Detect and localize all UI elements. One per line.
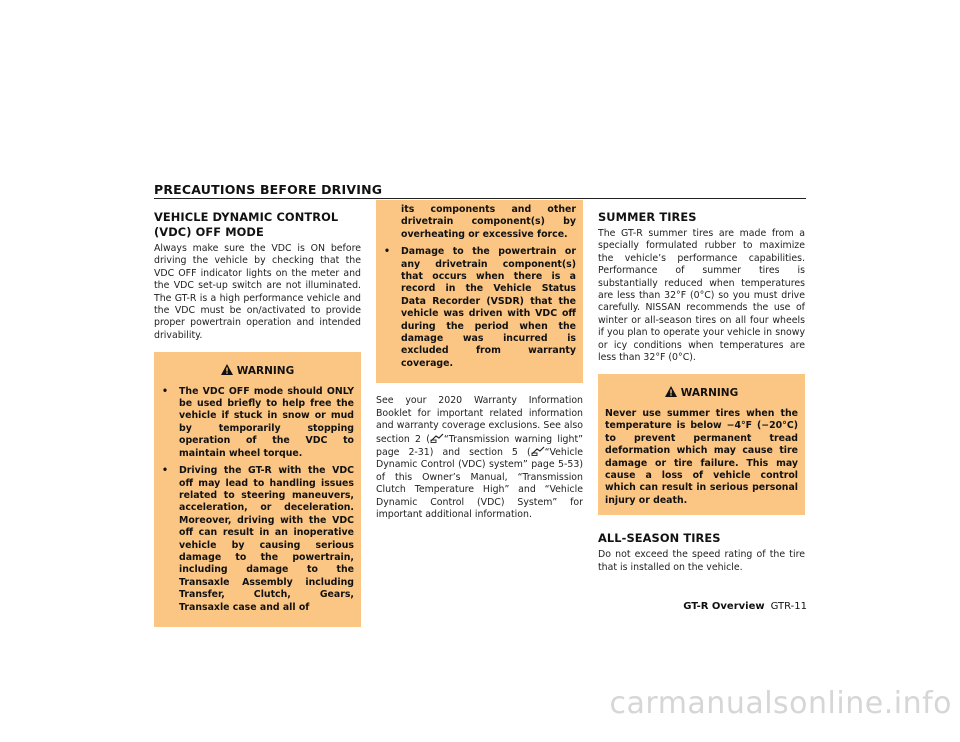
page-number: GTR-11: [770, 601, 807, 612]
warning-item: • Driving the GT-R with the VDC off may lead to handling issues related to steering maneuvers, acceleration, or deceleration. Moreover, driving with the VDC off can result in an inoperative vehicle by causing serious damage to the powertrain, including damage to the Transaxle Assembly including Transfer, Clutch, Gears, Transaxle case and all of: [162, 465, 354, 613]
warning-list: [383, 204, 576, 370]
column-3: [598, 210, 805, 574]
body-part: “Vehicle Dynamic Control (VDC) system” page 5-53) of this Owner’s Manual, “Transmission Clutch Temperature High” and “Vehicle Dynamic Control (VDC) System” for important additional information.: [376, 446, 583, 520]
warning-text: Never use summer tires when the temperature is below −4°F (−20°C) to prevent permanent tread deformation which may cause tire damage or tire failure. This may cause a loss of vehicle control which can result in serious personal injury or death.: [605, 407, 798, 506]
warranty-body-text: [376, 395, 583, 521]
summer-body-text: The GT-R summer tires are made from a specially formulated rubber to maximize the vehicle’s performance capabilities. Performance of summer tires is substantially reduced when temperatures are less than 32°F (0°C) so you must drive carefully. NISSAN recommends the use of winter or all-season tires on all four wheels if you plan to operate your vehicle in snowy or icy conditions when temperatures are less than 32°F (0°C).: [598, 228, 805, 364]
warning-item-text: Damage to the powertrain or any drivetrain component(s) that occurs when there is a record in the Vehicle Status Data Recorder (VSDR) that the vehicle was driven with VDC off during the period when the damage was incurred is excluded from warranty coverage.: [401, 246, 576, 369]
warning-item: • The VDC OFF mode should ONLY be used briefly to help free the vehicle if stuck in snow or mud by temporarily stopping operation of the VDC to maintain wheel torque.: [162, 385, 354, 459]
warning-triangle-icon: [221, 364, 233, 375]
warning-box-summer: [598, 374, 805, 515]
watermark: carmanualsonline.info: [609, 686, 952, 721]
warning-title: [605, 386, 798, 399]
warning-item-continued: [383, 204, 576, 241]
warning-title-text: WARNING: [236, 365, 295, 378]
warning-item-text: Driving the GT-R with the VDC off may lead to handling issues related to steering maneuvers, acceleration, or deceleration. Moreover, driving with the VDC off can result in an inoperative vehicle by causing serious damage to the powertrain, including damage to the Transaxle Assembly including Transfer, Clutch, Gears, Transaxle case and all of: [179, 465, 354, 613]
warning-item-text: its components and other drivetrain component(s) by overheating or excessive force.: [401, 204, 576, 240]
book-reference-icon: [430, 433, 444, 443]
warning-triangle-icon: [665, 386, 677, 397]
footer-section: GT-R Overview: [683, 601, 765, 612]
warning-item-text: The VDC OFF mode should ONLY be used briefly to help free the vehicle if stuck in snow or mud by temporarily stopping operation of the VDC to maintain wheel torque.: [179, 385, 354, 459]
warning-box-vdc: [154, 352, 361, 627]
page-header: PRECAUTIONS BEFORE DRIVING: [154, 182, 383, 197]
warning-item: • Damage to the powertrain or any drivetrain component(s) that occurs when there is a record in the Vehicle Status Data Recorder (VSDR) that the vehicle was driven with VDC off during the period when the damage was incurred is excluded from warranty coverage.: [384, 246, 576, 369]
section-heading-allseason: ALL-SEASON TIRES: [598, 531, 721, 546]
warning-box-continued: [376, 200, 583, 383]
section-heading-vdc: VEHICLE DYNAMIC CONTROL (VDC) OFF MODE: [154, 210, 339, 239]
book-reference-icon: [531, 446, 545, 456]
page-footer: [683, 601, 807, 612]
body-part: “Transmission warning light” page 2-31) and section 5 (: [376, 433, 583, 458]
vdc-body-text: Always make sure the VDC is ON before driving the vehicle by checking that the VDC OFF indicator lights on the meter and the VDC set-up switch are not illuminated. The GT-R is a high performance vehicle and the VDC must be on/activated to provide proper powertrain operation and intended drivability.: [154, 243, 361, 341]
section-heading-summer: SUMMER TIRES: [598, 210, 697, 224]
body-part: See your 2020 Warranty Information Booklet for important related information and warranty coverage exclusions. See also section 2 (: [376, 395, 583, 445]
column-2: [376, 200, 583, 521]
warning-list: [161, 386, 354, 614]
warning-title: [161, 364, 354, 377]
header-rule: [154, 198, 806, 199]
allseason-body-text: Do not exceed the speed rating of the tire that is installed on the vehicle.: [598, 549, 805, 573]
column-1: [154, 210, 361, 627]
warning-title-text: WARNING: [680, 387, 739, 400]
